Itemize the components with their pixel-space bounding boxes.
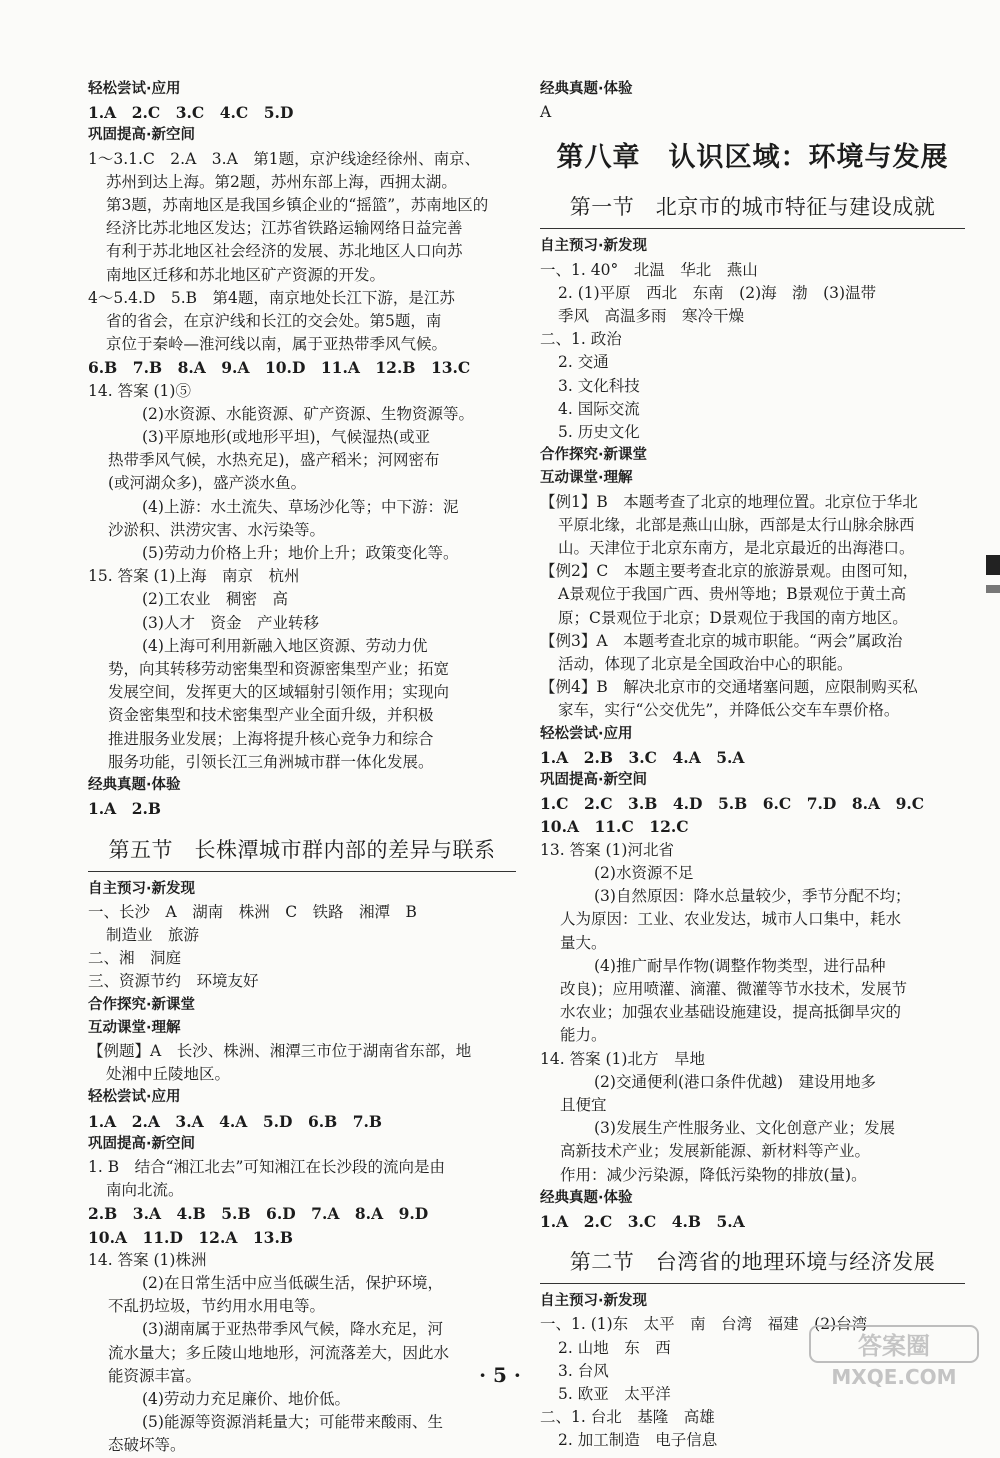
section-rule (88, 871, 516, 872)
answer-line: A (540, 103, 552, 122)
page-edge-mark (986, 555, 1000, 575)
subsection-label: 互动课堂·理解 (540, 470, 633, 487)
answer-line: 2. 山地 东 西 (558, 1338, 671, 1357)
answer-line: 14. 答案 (1)株洲 (88, 1250, 207, 1269)
answer-line: 资金密集型和技术密集型产业全面升级，并积极 (108, 706, 434, 725)
answer-line: 13. 答案 (1)河北省 (540, 840, 674, 859)
answer-line: 5. 欧亚 太平洋 (558, 1384, 671, 1403)
answer-line: 一、1. 40° 北温 华北 燕山 (540, 260, 758, 279)
subsection-label: 经典真题·体验 (88, 777, 181, 794)
answer-line: (4)劳动力充足廉价、地价低。 (142, 1389, 350, 1408)
answer-line: 有利于苏北地区社会经济的发展、苏北地区人口向苏 (106, 242, 463, 261)
answer-line: 处湘中丘陵地区。 (106, 1065, 231, 1084)
answer-row: 10.A 11.D 12.A 13.B (88, 1227, 293, 1247)
answer-line: 【例1】B 本题考查了北京的地理位置。北京位于华北 (540, 492, 918, 511)
answer-line: 京位于秦岭—淮河线以南，属于亚热带季风气候。 (106, 335, 448, 354)
subsection-label: 互动课堂·理解 (88, 1019, 181, 1036)
answer-line: 1. B 结合“湘江北去”可知湘江在长沙段的流向是由 (88, 1157, 445, 1176)
chapter-title: 第八章 认识区域：环境与发展 (556, 142, 949, 174)
answer-row: 1.A 2.B 3.C 4.A 5.A (540, 747, 745, 767)
answer-line: 3. 文化科技 (558, 376, 640, 395)
answer-line: (5)能源等资源消耗量大；可能带来酸雨、生 (142, 1413, 443, 1432)
answer-line: 【例2】C 本题主要考查北京的旅游景观。由图可知， (540, 562, 919, 581)
subsection-label: 合作探究·新课堂 (540, 447, 648, 464)
answer-line: 态破坏等。 (108, 1436, 186, 1455)
answer-line: (或河湖众多)，盛产淡水鱼。 (108, 474, 307, 493)
answer-line: (3)平原地形(或地形平坦)，气候湿热(或亚 (142, 428, 431, 447)
answer-line: 南向北流。 (106, 1181, 184, 1200)
answer-line: 14. 答案 (1)北方 旱地 (540, 1049, 705, 1068)
answer-line: 三、资源节约 环境友好 (88, 972, 259, 991)
answer-line: 原；C景观位于北京；D景观位于我国的南方地区。 (558, 608, 908, 627)
answer-line: 沙淤积、洪涝灾害、水污染等。 (108, 520, 326, 539)
answer-line: 苏州到达上海。第2题，苏州东部上海，西拥太湖。 (106, 172, 457, 191)
subsection-label: 巩固提高·新空间 (540, 772, 648, 789)
answer-line: (4)推广耐旱作物(调整作物类型，进行品种 (594, 956, 886, 975)
answer-line: (4)上游：水土流失、草场沙化等；中下游：泥 (142, 497, 459, 516)
answer-line: 5. 历史文化 (558, 423, 640, 442)
subsection-label: 自主预习·新发现 (540, 1293, 648, 1310)
answer-line: 2. 交通 (558, 353, 609, 372)
answer-row: 1.A 2.A 3.A 4.A 5.D 6.B 7.B (88, 1111, 383, 1131)
answer-line: 1～3.1.C 2.A 3.A 第1题，京沪线途经徐州、南京、 (88, 149, 481, 168)
answer-line: (2)水资源、水能资源、矿产资源、生物资源等。 (142, 404, 474, 423)
answer-line: 家车，实行“公交优先”，并降低公交车车票价格。 (558, 701, 900, 720)
answer-row: 6.B 7.B 8.A 9.A 10.D 11.A 12.B 13.C (88, 358, 471, 378)
answer-line: 季风 高温多雨 寒冷干燥 (558, 307, 745, 326)
answer-line: 南地区迁移和苏北地区矿产资源的开发。 (106, 265, 386, 284)
watermark-icon (800, 1320, 990, 1390)
page-number: · 5 · (479, 1363, 521, 1387)
answer-row: 1.A 2.B (88, 799, 161, 819)
subsection-label: 轻松尝试·应用 (540, 725, 633, 742)
answer-line: 第3题，苏南地区是我国乡镇企业的“摇篮”，苏南地区的 (106, 196, 489, 215)
answer-line: (2)水资源不足 (594, 863, 694, 882)
answer-line: 4. 国际交流 (558, 399, 640, 418)
answer-line: 热带季风气候，水热充足)，盛产稻米；河网密布 (108, 451, 440, 470)
answer-line: 二、1. 政治 (540, 330, 622, 349)
answer-line: (5)劳动力价格上升；地价上升；政策变化等。 (142, 544, 459, 563)
answer-line: (4)上海可利用新融入地区资源、劳动力优 (142, 636, 428, 655)
answer-line: 平原北缘，北部是燕山山脉，西部是太行山脉余脉西 (558, 515, 915, 534)
answer-line: 3. 台风 (558, 1361, 609, 1380)
answer-line: 【例题】A 长沙、株洲、湘潭三市位于湖南省东部，地 (88, 1041, 472, 1060)
answer-line: 能力。 (560, 1026, 607, 1045)
answer-line: 省的省会，在京沪线和长江的交会处。第5题，南 (106, 312, 442, 331)
answer-line: 不乱扔垃圾，节约用水用电等。 (108, 1297, 326, 1316)
subsection-label: 经典真题·体验 (540, 81, 633, 97)
answer-line: 二、1. 台北 基隆 高雄 (540, 1408, 715, 1427)
answer-line: A景观位于我国广西、贵州等地；B景观位于黄土高 (558, 585, 907, 604)
svg-text:答案圈: 答案圈 (858, 1332, 930, 1360)
section-rule (540, 228, 965, 229)
answer-row: 1.C 2.C 3.B 4.D 5.B 6.C 7.D 8.A 9.C (540, 794, 925, 814)
answer-line: 作用：减少污染源，降低污染物的排放(量)。 (560, 1165, 867, 1184)
right-column (540, 78, 965, 1453)
answer-line: 二、湘 洞庭 (88, 949, 182, 968)
answer-line: 水农业；加强农业基础设施建设，提高抵御旱灾的 (560, 1003, 902, 1022)
subsection-label: 巩固提高·新空间 (88, 1135, 196, 1152)
subsection-label: 自主预习·新发现 (540, 238, 648, 255)
answer-line: 2. 加工制造 电子信息 (558, 1431, 718, 1450)
subsection-label: 轻松尝试·应用 (88, 81, 181, 97)
section-heading: 第五节 长株潭城市群内部的差异与联系 (108, 837, 496, 862)
section-rule (540, 1283, 965, 1284)
answer-line: 制造业 旅游 (106, 925, 200, 944)
answer-line: 一、长沙 A 湖南 株洲 C 铁路 湘潭 B (88, 902, 417, 921)
answer-line: 【例3】A 本题考查北京的城市职能。“两会”属政治 (540, 631, 903, 650)
section-heading: 第二节 台湾省的地理环境与经济发展 (569, 1250, 936, 1275)
answer-row: 1.A 2.C 3.C 4.C 5.D (88, 103, 294, 123)
answer-line: 且便宜 (560, 1095, 607, 1114)
answer-line: 15. 答案 (1)上海 南京 杭州 (88, 567, 300, 586)
answer-line: 推进服务业发展；上海将提升核心竞争力和综合 (108, 729, 434, 748)
answer-line: 活动，体现了北京是全国政治中心的职能。 (558, 655, 853, 674)
answer-row: 10.A 11.C 12.C (540, 817, 689, 837)
watermark-logo (800, 1320, 990, 1390)
answer-line: 发展空间，发挥更大的区域辐射引领作用；实现向 (108, 683, 450, 702)
answer-line: (2)工农业 稠密 高 (142, 590, 288, 609)
answer-line: (2)交通便利(港口条件优越) 建设用地多 (594, 1072, 877, 1091)
answer-line: 流水量大；多丘陵山地地形，河流落差大，因此水 (108, 1343, 450, 1362)
answer-line: 高新技术产业；发展新能源、新材料等产业。 (560, 1142, 871, 1161)
answer-line: 一、1. (1)东 太平 南 台湾 福建 (2)台湾 (540, 1315, 868, 1334)
answer-line: (3)发展生产性服务业、文化创意产业；发展 (594, 1119, 895, 1138)
subsection-label: 合作探究·新课堂 (88, 996, 196, 1013)
answer-line: 2. (1)平原 西北 东南 (2)海 渤 (3)温带 (558, 283, 877, 302)
answer-line: (3)自然原因：降水总量较少，季节分配不均； (594, 887, 911, 906)
answer-line: 【例4】B 解决北京市的交通堵塞问题，应限制购买私 (540, 678, 918, 697)
answer-row: 1.A 2.C 3.C 4.B 5.A (540, 1211, 745, 1231)
answer-line: (3)人才 资金 产业转移 (142, 613, 319, 632)
answer-line: 改良)；应用喷灌、滴灌、微灌等节水技术，发展节 (560, 979, 908, 998)
subsection-label: 自主预习·新发现 (88, 880, 196, 897)
answer-line: 人为原因：工业、农业发达，城市人口集中，耗水 (560, 910, 902, 929)
answer-line: 服务功能，引领长江三角洲城市群一体化发展。 (108, 752, 434, 771)
answer-line: 14. 答案 (1)⑤ (88, 381, 191, 400)
section-heading: 第一节 北京市的城市特征与建设成就 (569, 195, 936, 220)
svg-text:MXQE.COM: MXQE.COM (831, 1365, 957, 1389)
answer-line: 能资源丰富。 (108, 1366, 202, 1385)
answer-line: (3)湖南属于亚热带季风气候，降水充足，河 (142, 1320, 443, 1339)
answer-line: 经济比苏北地区发达；江苏省铁路运输网络日益完善 (106, 219, 463, 238)
answer-line: 势，向其转移劳动密集型和资源密集型产业；拓宽 (108, 660, 450, 679)
left-column (88, 78, 516, 1458)
subsection-label: 巩固提高·新空间 (88, 127, 196, 144)
answer-line: 量大。 (560, 933, 607, 952)
page-edge-mark (986, 585, 1000, 593)
subsection-label: 轻松尝试·应用 (88, 1089, 181, 1106)
answer-row: 2.B 3.A 4.B 5.B 6.D 7.A 8.A 9.D (88, 1204, 429, 1224)
subsection-label: 经典真题·体验 (540, 1189, 633, 1206)
answer-line: 山。天津位于北京东南方，是北京最近的出海港口。 (558, 539, 915, 558)
answer-line: (2)在日常生活中应当低碳生活，保护环境， (142, 1273, 443, 1292)
answer-line: 4～5.4.D 5.B 第4题，南京地处长江下游，是江苏 (88, 288, 455, 307)
